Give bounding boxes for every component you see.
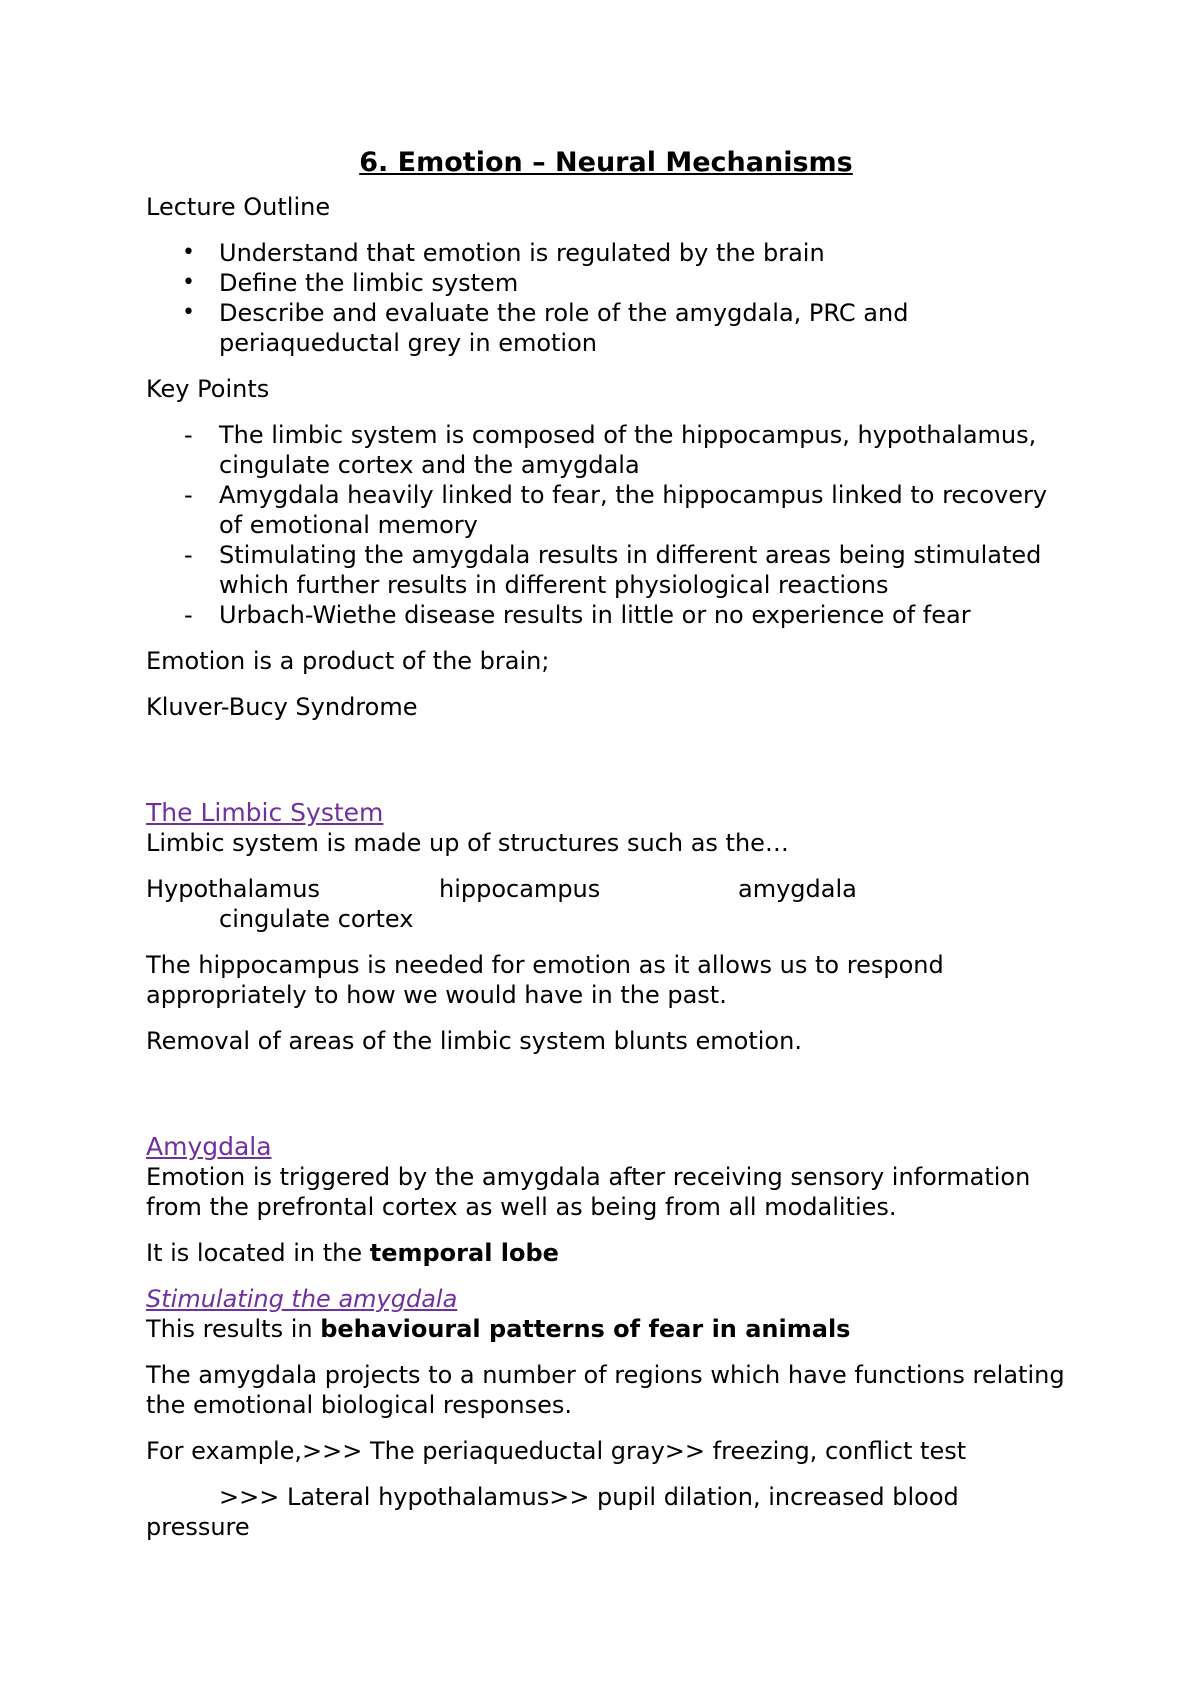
amygdala-trigger-text: Emotion is triggered by the amygdala after receiving sensory information from the prefrontal cortex as well as being from all modalities.	[146, 1163, 1031, 1221]
page-title: 6. Emotion – Neural Mechanisms	[359, 147, 853, 178]
location-prefix: It is located in the	[146, 1239, 370, 1267]
example-lateral-hypothalamus-cont: pressure	[146, 1513, 250, 1541]
list-item: - The limbic system is composed of the hippocampus, hypothalamus, cingulate cortex and the amygdala	[146, 420, 1066, 480]
list-item: • Describe and evaluate the role of the amygdala, PRC and periaqueductal grey in emotion	[146, 298, 1066, 358]
example-periaqueductal: For example,>>> The periaqueductal gray>> freezing, conflict test	[146, 1437, 967, 1465]
limbic-system-heading: The Limbic System	[146, 798, 384, 827]
structure-amygdala: amygdala	[738, 875, 857, 903]
list-item: • Understand that emotion is regulated by the brain	[146, 238, 1066, 268]
emotion-product-text: Emotion is a product of the brain;	[146, 647, 550, 675]
amygdala-location-text	[146, 1238, 1066, 1268]
kluver-bucy-text: Kluver-Bucy Syndrome	[146, 693, 418, 721]
limbic-structures-row	[146, 874, 1066, 934]
list-item: - Stimulating the amygdala results in different areas being stimulated which further results in different physiological reactions	[146, 540, 1066, 600]
lecture-outline-list	[146, 238, 1066, 358]
amygdala-projects-text: The amygdala projects to a number of regions which have functions relating the emotional biological responses.	[146, 1361, 1065, 1419]
stimulating-amygdala-heading: Stimulating the amygdala	[146, 1285, 458, 1313]
structure-hypothalamus: Hypothalamus	[146, 875, 320, 903]
document-page	[146, 146, 1066, 1542]
list-item: • Define the limbic system	[146, 268, 1066, 298]
stimulation-results-text	[146, 1314, 1066, 1344]
structure-hippocampus: hippocampus	[439, 875, 601, 903]
hippocampus-text: The hippocampus is needed for emotion as it allows us to respond appropriately to how we would have in the past.	[146, 951, 944, 1009]
example-lateral-hypothalamus: >>> Lateral hypothalamus>> pupil dilation, increased blood	[219, 1483, 959, 1511]
key-points-label: Key Points	[146, 375, 270, 403]
amygdala-heading: Amygdala	[146, 1132, 272, 1161]
structure-cingulate-cortex: cingulate cortex	[219, 905, 414, 933]
removal-text: Removal of areas of the limbic system blunts emotion.	[146, 1027, 802, 1055]
list-item: - Urbach-Wiethe disease results in little or no experience of fear	[146, 600, 1066, 630]
lecture-outline-label: Lecture Outline	[146, 193, 331, 221]
location-bold: temporal lobe	[369, 1239, 559, 1267]
list-item: - Amygdala heavily linked to fear, the hippocampus linked to recovery of emotional memory	[146, 480, 1066, 540]
limbic-intro-text: Limbic system is made up of structures such as the…	[146, 829, 789, 857]
results-prefix: This results in	[146, 1315, 321, 1343]
key-points-list	[146, 420, 1066, 630]
results-bold: behavioural patterns of fear in animals	[320, 1315, 851, 1343]
